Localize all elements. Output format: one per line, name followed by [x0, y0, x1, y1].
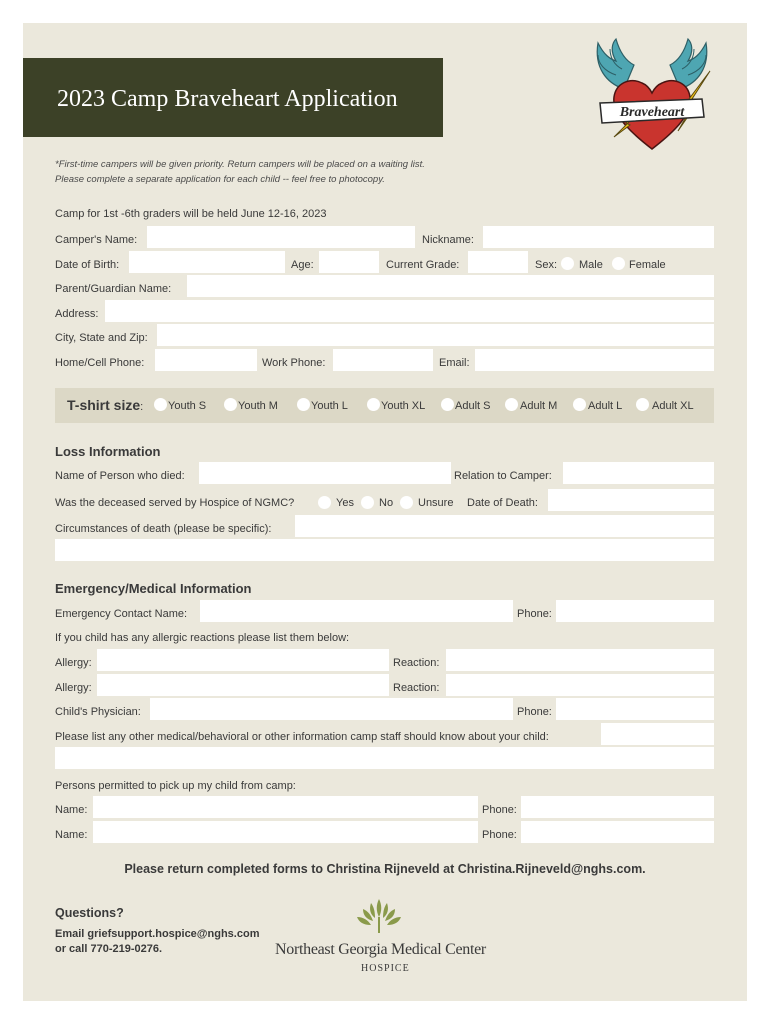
- male-label: Male: [579, 259, 603, 271]
- emergency-contact-field[interactable]: [200, 600, 513, 622]
- city-label: City, State and Zip:: [55, 332, 148, 344]
- braveheart-logo: [586, 37, 718, 155]
- physician-label: Child's Physician:: [55, 706, 141, 718]
- tshirt-adult-m-label: Adult M: [520, 400, 558, 412]
- dob-label: Date of Birth:: [55, 259, 120, 271]
- tshirt-adult-s-label: Adult S: [455, 400, 491, 412]
- allergy-field-2[interactable]: [97, 674, 389, 696]
- relation-label: Relation to Camper:: [454, 470, 552, 482]
- female-label: Female: [629, 259, 666, 271]
- questions-phone: or call 770-219-0276.: [55, 943, 163, 955]
- pickup-intro: Persons permitted to pick up my child from camp:: [55, 780, 296, 792]
- pickup-name-field-1[interactable]: [93, 796, 478, 818]
- deceased-name-field[interactable]: [199, 462, 451, 484]
- home-phone-field[interactable]: [155, 349, 257, 371]
- hospice-no-label: No: [379, 497, 394, 509]
- tshirt-youth-xl-label: Youth XL: [381, 400, 426, 412]
- tshirt-youth-xl-radio[interactable]: [367, 398, 380, 411]
- hospice-unsure-radio[interactable]: [400, 496, 413, 509]
- circumstances-label: Circumstances of death (please be specific):: [55, 523, 272, 535]
- title-banner: [23, 58, 443, 137]
- loss-heading: Loss Information: [55, 444, 161, 459]
- allergy-field-1[interactable]: [97, 649, 389, 671]
- tshirt-youth-m-label: Youth M: [238, 400, 278, 412]
- reaction-field-2[interactable]: [446, 674, 714, 696]
- application-page: [23, 23, 747, 1001]
- camp-dates: Camp for 1st -6th graders will be held June 12-16, 2023: [55, 208, 327, 220]
- photocopy-note: Please complete a separate application for each child -- feel free to photocopy.: [55, 174, 385, 185]
- age-field[interactable]: [319, 251, 379, 273]
- parent-field[interactable]: [187, 275, 714, 297]
- dob-field[interactable]: [129, 251, 285, 273]
- hospice-question-label: Was the deceased served by Hospice of NGMC?: [55, 497, 295, 509]
- pickup-name-label-1: Name:: [55, 804, 88, 816]
- tshirt-adult-l-label: Adult L: [588, 400, 623, 412]
- return-instructions: Please return completed forms to Christina Rijneveld at Christina.Rijneveld@nghs.com.: [124, 862, 646, 876]
- hospice-yes-label: Yes: [336, 497, 354, 509]
- sex-label: Sex:: [535, 259, 558, 271]
- allergy-intro: If you child has any allergic reactions please list them below:: [55, 632, 350, 644]
- nickname-label: Nickname:: [422, 234, 474, 246]
- pickup-name-label-2: Name:: [55, 829, 88, 841]
- tshirt-adult-xl-radio[interactable]: [636, 398, 649, 411]
- ngmc-hospice: HOSPICE: [361, 963, 410, 974]
- allergy-label-1: Allergy:: [55, 657, 92, 669]
- grade-label: Current Grade:: [386, 259, 460, 271]
- tshirt-label: T-shirt size:: [67, 397, 144, 413]
- reaction-label-1: Reaction:: [393, 657, 440, 669]
- deceased-name-label: Name of Person who died:: [55, 470, 185, 482]
- emergency-contact-label: Emergency Contact Name:: [55, 608, 188, 620]
- tshirt-youth-l-label: Youth L: [311, 400, 348, 412]
- emergency-phone-label: Phone:: [517, 608, 552, 620]
- pickup-phone-field-1[interactable]: [521, 796, 714, 818]
- death-date-label: Date of Death:: [467, 497, 538, 509]
- reaction-label-2: Reaction:: [393, 682, 440, 694]
- circumstances-field-2[interactable]: [55, 539, 714, 561]
- questions-title: Questions?: [55, 906, 124, 920]
- physician-field[interactable]: [150, 698, 513, 720]
- email-label: Email:: [439, 357, 470, 369]
- other-info-field[interactable]: [601, 723, 714, 745]
- allergy-label-2: Allergy:: [55, 682, 92, 694]
- home-phone-label: Home/Cell Phone:: [55, 357, 145, 369]
- priority-note: *First-time campers will be given priority. Return campers will be placed on a waiting list.: [55, 159, 425, 170]
- city-field[interactable]: [157, 324, 714, 346]
- tshirt-youth-m-radio[interactable]: [224, 398, 237, 411]
- reaction-field-1[interactable]: [446, 649, 714, 671]
- pickup-phone-label-2: Phone:: [482, 829, 517, 841]
- other-info-field-2[interactable]: [55, 747, 714, 769]
- address-field[interactable]: [105, 300, 714, 322]
- grade-field[interactable]: [468, 251, 528, 273]
- circumstances-field[interactable]: [295, 515, 714, 537]
- logo-text: Braveheart: [619, 105, 685, 120]
- physician-phone-label: Phone:: [517, 706, 552, 718]
- tshirt-adult-s-radio[interactable]: [441, 398, 454, 411]
- work-phone-field[interactable]: [333, 349, 433, 371]
- pickup-phone-field-2[interactable]: [521, 821, 714, 843]
- page-title: 2023 Camp Braveheart Application: [57, 86, 398, 112]
- questions-email: Email griefsupport.hospice@nghs.com: [55, 928, 260, 940]
- death-date-field[interactable]: [548, 489, 714, 511]
- address-label: Address:: [55, 308, 99, 320]
- tshirt-size-section: [55, 388, 714, 423]
- pickup-phone-label-1: Phone:: [482, 804, 517, 816]
- hospice-yes-radio[interactable]: [318, 496, 331, 509]
- emergency-phone-field[interactable]: [556, 600, 714, 622]
- nickname-field[interactable]: [483, 226, 714, 248]
- ngmc-name: Northeast Georgia Medical Center: [275, 941, 486, 958]
- other-info-label: Please list any other medical/behavioral or other information camp staff should know about your child:: [55, 731, 549, 743]
- hospice-no-radio[interactable]: [361, 496, 374, 509]
- tshirt-youth-s-label: Youth S: [168, 400, 207, 412]
- tshirt-adult-xl-label: Adult XL: [652, 400, 694, 412]
- sex-male-radio[interactable]: [561, 257, 574, 270]
- age-label: Age:: [291, 259, 314, 271]
- relation-field[interactable]: [563, 462, 714, 484]
- ngmc-leaf-icon: [353, 895, 405, 937]
- tshirt-youth-s-radio[interactable]: [154, 398, 167, 411]
- hospice-unsure-label: Unsure: [418, 497, 454, 509]
- emergency-heading: Emergency/Medical Information: [55, 581, 252, 596]
- tshirt-youth-l-radio[interactable]: [297, 398, 310, 411]
- email-field[interactable]: [475, 349, 714, 371]
- parent-label: Parent/Guardian Name:: [55, 283, 172, 295]
- camper-name-label: Camper's Name:: [55, 234, 138, 246]
- work-phone-label: Work Phone:: [262, 357, 326, 369]
- sex-female-radio[interactable]: [612, 257, 625, 270]
- physician-phone-field[interactable]: [556, 698, 714, 720]
- pickup-name-field-2[interactable]: [93, 821, 478, 843]
- camper-name-field[interactable]: [147, 226, 415, 248]
- tshirt-adult-l-radio[interactable]: [573, 398, 586, 411]
- tshirt-adult-m-radio[interactable]: [505, 398, 518, 411]
